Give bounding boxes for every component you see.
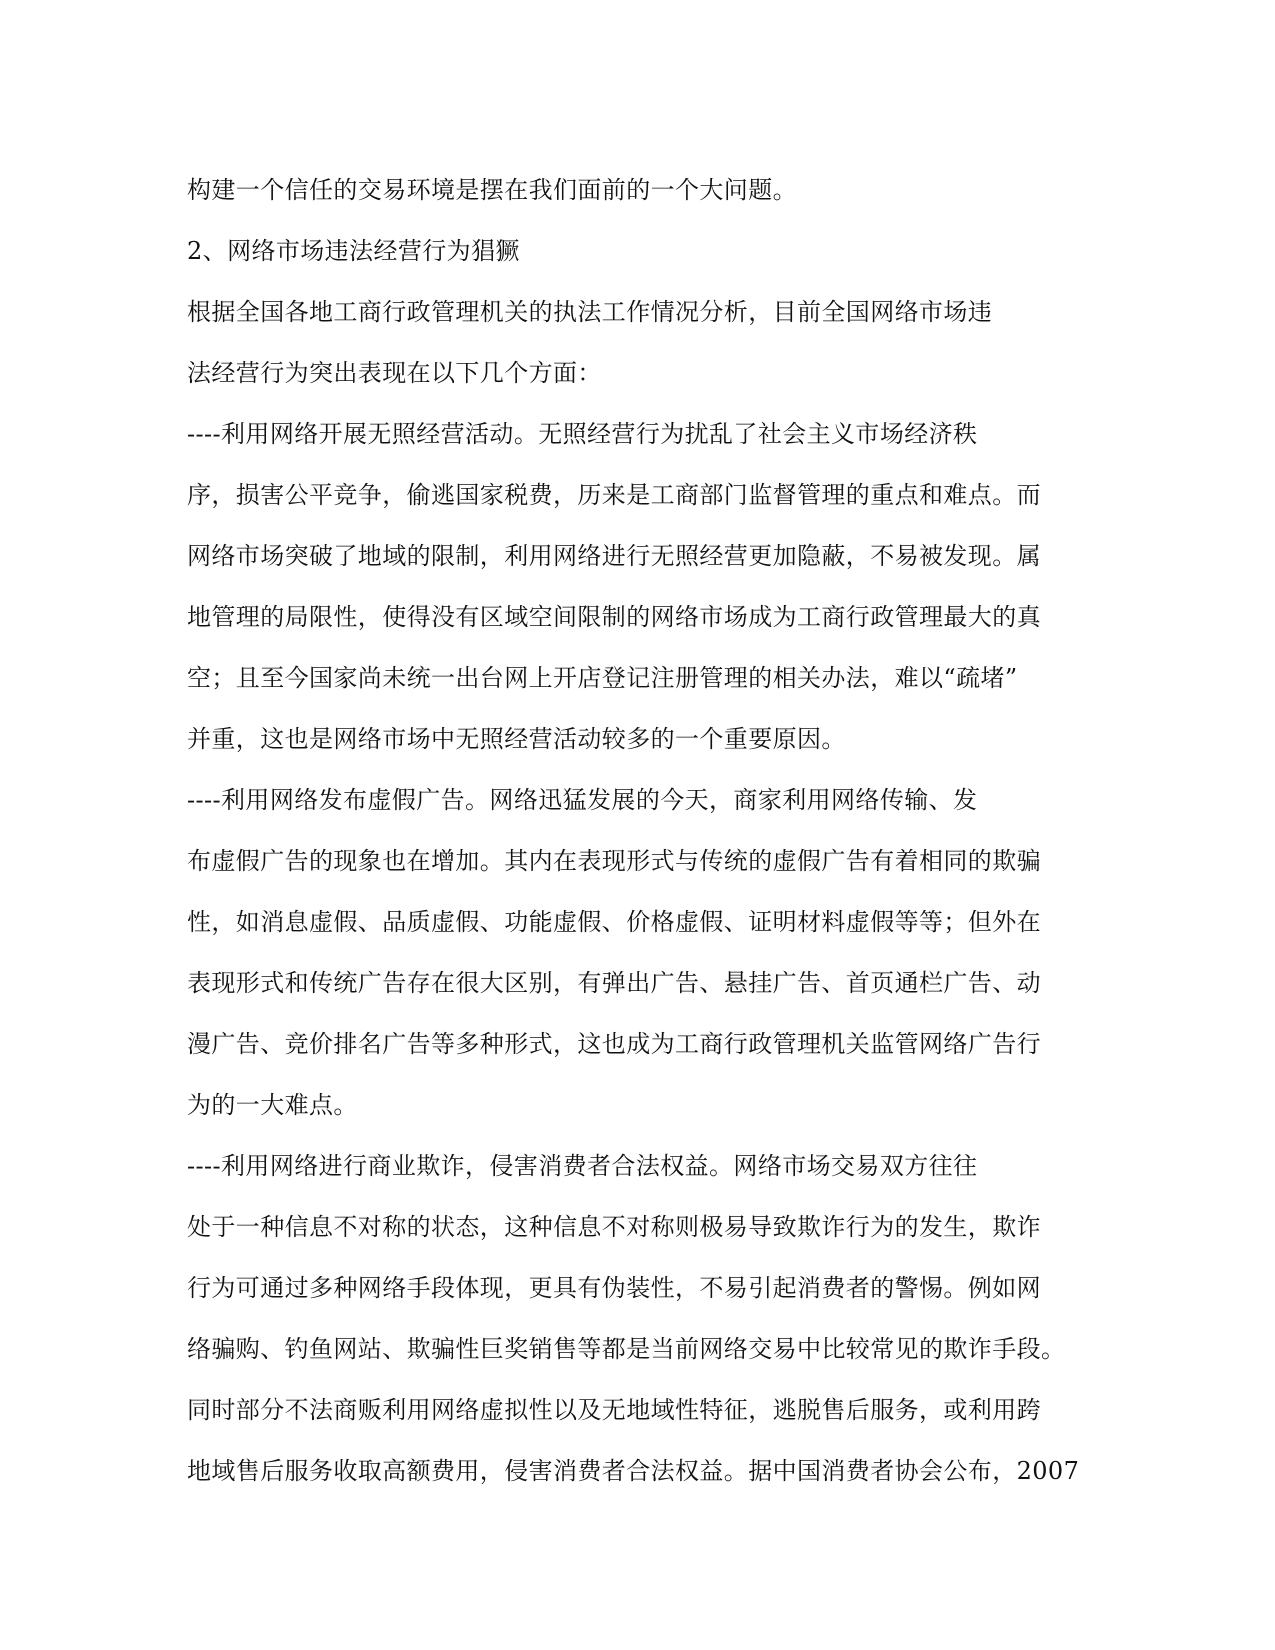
text-line: 网络市场突破了地域的限制，利用网络进行无照经营更加隐蔽，不易被发现。属 [187,542,1041,570]
text-line: 地域售后服务收取高额费用，侵害消费者合法权益。据中国消费者协会公布，2007 [187,1457,1080,1485]
text-line: 表现形式和传统广告存在很大区别，有弹出广告、悬挂广告、首页通栏广告、动 [187,969,1041,997]
body-text [187,171,1087,1513]
text-line: 行为可通过多种网络手段体现，更具有伪装性，不易引起消费者的警惕。例如网 [187,1274,1041,1302]
text-line: 并重，这也是网络市场中无照经营活动较多的一个重要原因。 [187,725,846,753]
text-line: 漫广告、竞价排名广告等多种形式，这也成为工商行政管理机关监管网络广告行 [187,1030,1041,1058]
text-line: 布虚假广告的现象也在增加。其内在表现形式与传统的虚假广告有着相同的欺骗 [187,847,1041,875]
text-line: 同时部分不法商贩利用网络虚拟性以及无地域性特征，逃脱售后服务，或利用跨 [187,1396,1041,1424]
text-line: 性，如消息虚假、品质虚假、功能虚假、价格虚假、证明材料虚假等等；但外在 [187,908,1041,936]
text-line: ----利用网络发布虚假广告。网络迅猛发展的今天，商家利用网络传输、发 [187,786,978,814]
text-line: 络骗购、钓鱼网站、欺骗性巨奖销售等都是当前网络交易中比较常见的欺诈手段。 [187,1335,1066,1363]
text-line: 为的一大难点。 [187,1091,358,1119]
text-line: ----利用网络开展无照经营活动。无照经营行为扰乱了社会主义市场经济秩 [187,420,978,448]
text-line: 处于一种信息不对称的状态，这种信息不对称则极易导致欺诈行为的发生，欺诈 [187,1213,1041,1241]
section-heading: 2、网络市场违法经营行为猖獗 [187,237,520,265]
text-line: 空；且至今国家尚未统一出台网上开店登记注册管理的相关办法，难以“疏堵” [187,664,1018,692]
text-line: 构建一个信任的交易环境是摆在我们面前的一个大问题。 [187,176,797,204]
text-line: 根据全国各地工商行政管理机关的执法工作情况分析，目前全国网络市场违 [187,298,993,326]
text-line: 法经营行为突出表现在以下几个方面： [187,359,602,387]
text-line: ----利用网络进行商业欺诈，侵害消费者合法权益。网络市场交易双方往往 [187,1152,978,1180]
text-line: 序，损害公平竞争，偷逃国家税费，历来是工商部门监督管理的重点和难点。而 [187,481,1041,509]
text-line: 地管理的局限性，使得没有区域空间限制的网络市场成为工商行政管理最大的真 [187,603,1041,631]
